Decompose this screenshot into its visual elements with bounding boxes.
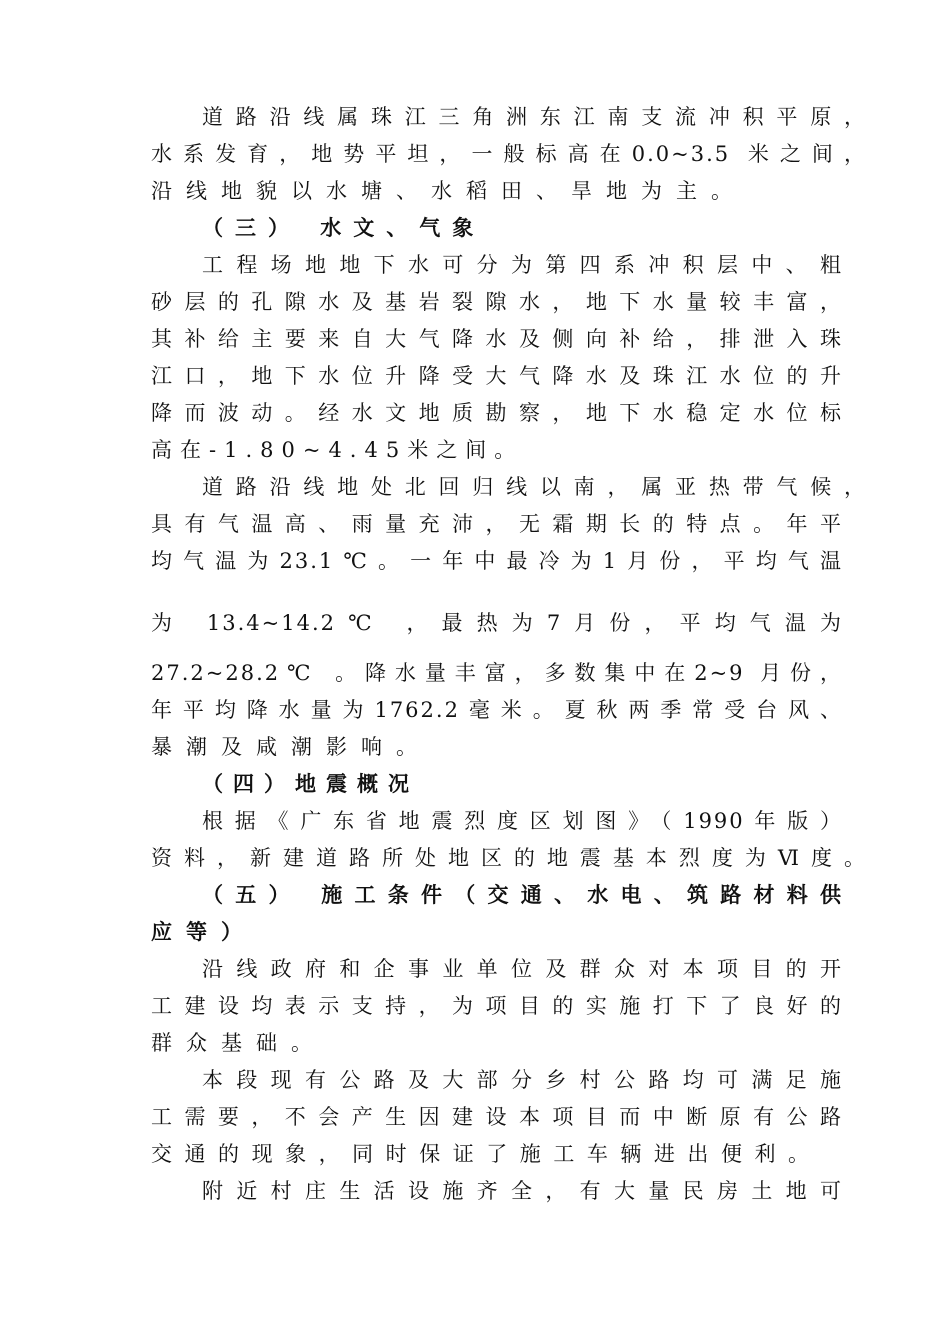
paragraph-line: 暴潮及咸潮影响。 <box>151 735 431 759</box>
paragraph-line: 本段现有公路及大部分乡村公路均可满足施 <box>202 1068 843 1092</box>
paragraph-line: 沿线政府和企事业单位及群众对本项目的开 <box>202 957 843 981</box>
paragraph-line: 道路沿线属珠江三角洲东江南支流冲积平原， <box>202 105 867 129</box>
paragraph-line: 其补给主要来自大气降水及侧向补给，排泄入珠 <box>151 327 843 351</box>
paragraph-line: 工需要，不会产生因建设本项目而中断原有公路 <box>151 1105 843 1129</box>
paragraph-line: 道路沿线地处北回归线以南，属亚热带气候， <box>202 475 867 499</box>
paragraph-line: 27.2~28.2℃ 。降水量丰富，多数集中在2~9 月份， <box>151 661 843 685</box>
section-heading-construction-cont: 应等） <box>151 919 256 944</box>
paragraph-line: 群众基础。 <box>151 1031 326 1055</box>
paragraph-line: 降而波动。经水文地质勘察，地下水稳定水位标 <box>151 401 843 425</box>
paragraph-line: 根据《广东省地震烈度区划图》（1990年版） <box>202 809 843 833</box>
paragraph-line: 年平均降水量为1762.2毫米。夏秋两季常受台风、 <box>151 698 843 722</box>
paragraph-line: 高在-1.80~4.45米之间。 <box>151 438 524 462</box>
paragraph-line: 交通的现象，同时保证了施工车辆进出便利。 <box>151 1142 811 1166</box>
section-heading-seismic: （四）地震概况 <box>202 771 419 796</box>
paragraph-line: 砂层的孔隙水及基岩裂隙水，地下水量较丰富， <box>151 290 843 314</box>
paragraph-line: 具有气温高、雨量充沛，无霜期长的特点。年平 <box>151 512 843 536</box>
paragraph-line: 资料，新建道路所处地区的地震基本烈度为Ⅵ度。 <box>151 846 867 870</box>
paragraph-line: 工建设均表示支持，为项目的实施打下了良好的 <box>151 994 843 1018</box>
paragraph-line: 江口，地下水位升降受大气降水及珠江水位的升 <box>151 364 843 388</box>
paragraph-line: 水系发育，地势平坦，一般标高在0.0~3.5 米之间， <box>151 142 867 166</box>
paragraph-line: 为 13.4~14.2℃ ，最热为7月份，平均气温为 <box>151 611 843 635</box>
section-heading-construction: （五） 施工条件（交通、水电、筑路材料供 <box>202 882 843 907</box>
paragraph-line: 工程场地地下水可分为第四系冲积层中、粗 <box>202 253 843 277</box>
paragraph-line: 附近村庄生活设施齐全，有大量民房土地可 <box>202 1179 843 1203</box>
section-heading-hydrology: （三） 水文、气象 <box>202 215 486 240</box>
paragraph-line: 均气温为23.1℃。一年中最冷为1月份，平均气温 <box>151 549 843 573</box>
paragraph-line: 沿线地貌以水塘、水稻田、旱地为主。 <box>151 179 746 203</box>
